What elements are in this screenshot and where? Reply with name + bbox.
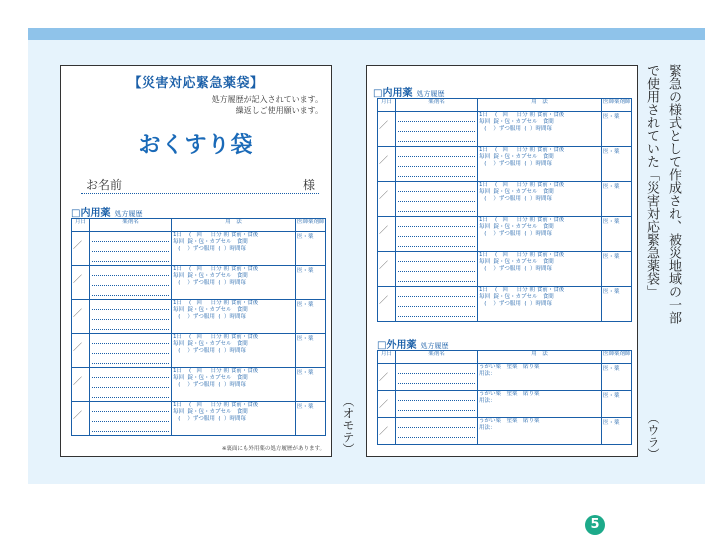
table-row [378, 217, 632, 252]
date-cell: ／ [72, 402, 90, 436]
col-drug: 薬剤名 [396, 99, 478, 112]
internal-section-title-back: □内用薬 処方履歴 [373, 88, 445, 99]
date-cell: ／ [378, 287, 396, 322]
usage-cell: うがい薬 塗薬 貼り薬 用法： [478, 364, 602, 391]
footer-note: ※裏面にも外用薬の処方履歴があります。 [221, 446, 325, 452]
usage-cell: 1日 ( 回 日分 朝 食前・食後 毎回 錠・包・カプセル 食間 ( ）ずつ服用 ( ）時間毎 [172, 402, 296, 436]
drug-cell [396, 364, 478, 391]
table-row [378, 112, 632, 147]
col-doctor: 医師薬剤師 [602, 351, 632, 364]
date-cell: ／ [378, 112, 396, 147]
usage-cell: うがい薬 塗薬 貼り薬 用法： [478, 418, 602, 445]
usage-cell: うがい薬 塗薬 貼り薬 用法： [478, 391, 602, 418]
sign-cell: 医・薬 [602, 252, 632, 287]
date-cell: ／ [378, 391, 396, 418]
sign-cell: 医・薬 [602, 182, 632, 217]
table-row [72, 402, 326, 436]
col-usage: 用 法 [478, 351, 602, 364]
page-number-badge: 5 [585, 515, 605, 535]
drug-cell [396, 418, 478, 445]
prescription-table [71, 218, 326, 436]
usage-cell: 1日 ( 回 日分 朝 食前・食後 毎回 錠・包・カプセル 食間 ( ）ずつ服用 ( ）時間毎 [172, 334, 296, 368]
medicine-bag-front [60, 65, 332, 457]
table-row [378, 418, 632, 445]
sign-cell: 医・薬 [602, 287, 632, 322]
drug-cell [396, 252, 478, 287]
drug-cell [396, 217, 478, 252]
bag-title: 【災害対応緊急薬袋】 [128, 76, 264, 91]
col-drug: 薬剤名 [90, 219, 172, 232]
table-header [378, 99, 632, 112]
drug-cell [396, 147, 478, 182]
date-cell: ／ [378, 418, 396, 445]
date-cell: ／ [72, 334, 90, 368]
sign-cell: 医・薬 [602, 112, 632, 147]
date-cell: ／ [378, 364, 396, 391]
drug-cell [90, 368, 172, 402]
back-label: （ウラ） [646, 412, 660, 460]
table-row [72, 300, 326, 334]
name-field [81, 193, 319, 194]
date-cell: ／ [72, 300, 90, 334]
bag-big-title: おくすり袋 [138, 133, 254, 158]
drug-cell [396, 112, 478, 147]
drug-cell [90, 402, 172, 436]
table-row [72, 266, 326, 300]
col-usage: 用 法 [478, 99, 602, 112]
usage-cell: 1日 ( 回 日分 朝 食前・食後 毎回 錠・包・カプセル 食間 ( ）ずつ服用 ( ）時間毎 [478, 287, 602, 322]
table-row [378, 391, 632, 418]
caption: 緊急の様式として作成され、被災地域の一部で使用されていた「災害対応緊急薬袋」 [644, 64, 681, 324]
usage-cell: 1日 ( 回 日分 朝 食前・食後 毎回 錠・包・カプセル 食間 ( ）ずつ服用 ( ）時間毎 [478, 147, 602, 182]
col-date: 月日 [378, 351, 396, 364]
drug-cell [90, 334, 172, 368]
drug-cell [396, 391, 478, 418]
drug-cell [90, 232, 172, 266]
date-cell: ／ [72, 368, 90, 402]
col-usage: 用 法 [172, 219, 296, 232]
usage-cell: 1日 ( 回 日分 朝 食前・食後 毎回 錠・包・カプセル 食間 ( ）ずつ服用 ( ）時間毎 [478, 252, 602, 287]
drug-cell [396, 287, 478, 322]
name-suffix: 様 [302, 178, 315, 192]
table-row [378, 182, 632, 217]
sign-cell: 医・薬 [296, 368, 326, 402]
usage-cell: 1日 ( 回 日分 朝 食前・食後 毎回 錠・包・カプセル 食間 ( ）ずつ服用 ( ）時間毎 [478, 217, 602, 252]
date-cell: ／ [378, 217, 396, 252]
drug-cell [90, 266, 172, 300]
date-cell: ／ [378, 252, 396, 287]
drug-cell [90, 300, 172, 334]
usage-cell: 1日 ( 回 日分 朝 食前・食後 毎回 錠・包・カプセル 食間 ( ）ずつ服用 ( ）時間毎 [478, 112, 602, 147]
table-row [72, 334, 326, 368]
table-header [72, 219, 326, 232]
sign-cell: 医・薬 [602, 217, 632, 252]
col-drug: 薬剤名 [396, 351, 478, 364]
sign-cell: 医・薬 [602, 418, 632, 445]
drug-cell [396, 182, 478, 217]
date-cell: ／ [378, 147, 396, 182]
sign-cell: 医・薬 [296, 300, 326, 334]
table-header [378, 351, 632, 364]
medicine-bag-back [366, 65, 638, 457]
sign-cell: 医・薬 [602, 391, 632, 418]
col-doctor: 医師薬剤師 [602, 99, 632, 112]
table-row [72, 368, 326, 402]
usage-note: 処方履歴が記入されています。 繰返しご使用願います。 [211, 95, 323, 115]
col-doctor: 医師薬剤師 [296, 219, 326, 232]
sign-cell: 医・薬 [602, 147, 632, 182]
col-date: 月日 [378, 99, 396, 112]
table-row [378, 252, 632, 287]
sign-cell: 医・薬 [602, 364, 632, 391]
name-label: お名前 [86, 178, 123, 192]
date-cell: ／ [72, 266, 90, 300]
usage-cell: 1日 ( 回 日分 朝 食前・食後 毎回 錠・包・カプセル 食間 ( ）ずつ服用 ( ）時間毎 [172, 266, 296, 300]
col-date: 月日 [72, 219, 90, 232]
table-row [378, 147, 632, 182]
usage-cell: 1日 ( 回 日分 朝 食前・食後 毎回 錠・包・カプセル 食間 ( ）ずつ服用 ( ）時間毎 [478, 182, 602, 217]
usage-cell: 1日 ( 回 日分 朝 食前・食後 毎回 錠・包・カプセル 食間 ( ）ずつ服用 ( ）時間毎 [172, 232, 296, 266]
sign-cell: 医・薬 [296, 266, 326, 300]
usage-cell: 1日 ( 回 日分 朝 食前・食後 毎回 錠・包・カプセル 食間 ( ）ずつ服用 ( ）時間毎 [172, 368, 296, 402]
table-row [378, 364, 632, 391]
table-row [378, 287, 632, 322]
prescription-table-back [377, 98, 632, 322]
external-section-title: □外用薬 処方履歴 [377, 340, 449, 351]
date-cell: ／ [72, 232, 90, 266]
internal-section-title: □内用薬 処方履歴 [71, 208, 143, 219]
sign-cell: 医・薬 [296, 402, 326, 436]
header-band [28, 28, 705, 40]
date-cell: ／ [378, 182, 396, 217]
usage-cell: 1日 ( 回 日分 朝 食前・食後 毎回 錠・包・カプセル 食間 ( ）ずつ服用 ( ）時間毎 [172, 300, 296, 334]
front-label: （オモテ） [341, 395, 355, 455]
table-row [72, 232, 326, 266]
external-table [377, 350, 632, 445]
sign-cell: 医・薬 [296, 232, 326, 266]
sign-cell: 医・薬 [296, 334, 326, 368]
